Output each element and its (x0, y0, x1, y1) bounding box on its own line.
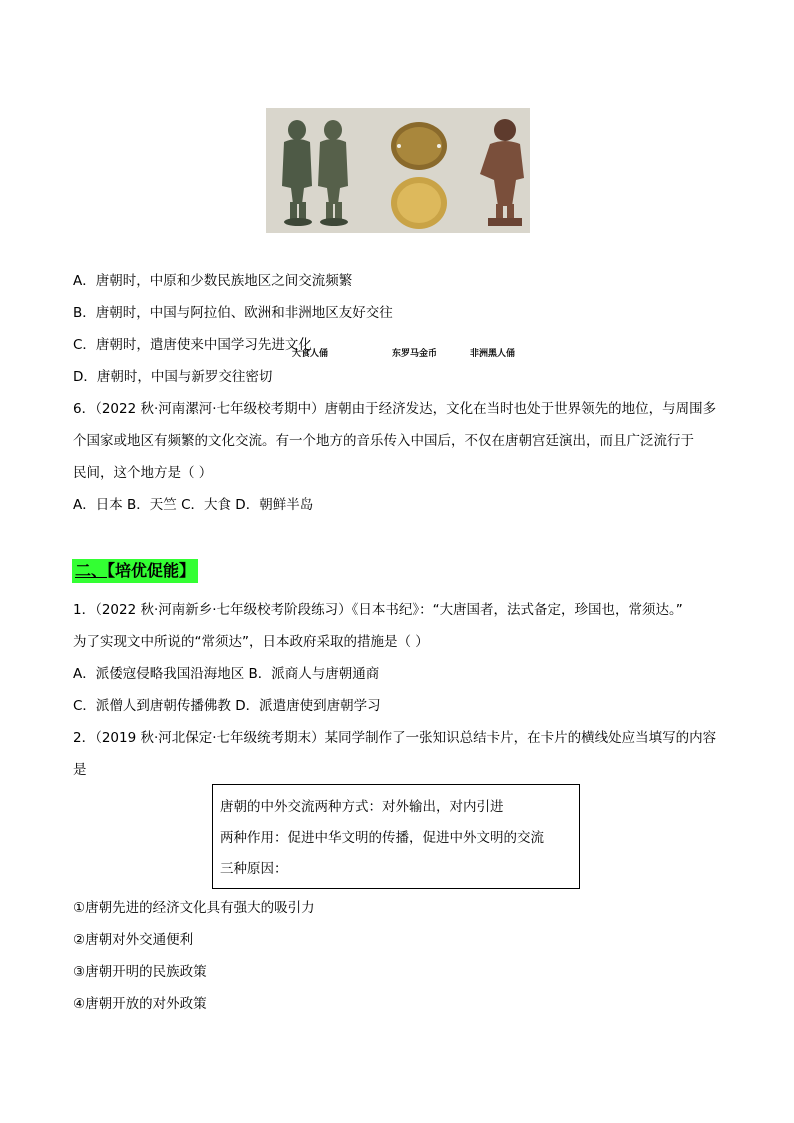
q6-stem-line-1: 6．（2022 秋·河南漯河·七年级校考期中）唐朝由于经济发达，文化在当时也处于世界领先的地位，与周围多 (73, 401, 717, 417)
knowledge-summary-card (212, 784, 580, 889)
q6-stem-line-3: 民间，这个地方是（ ） (73, 465, 213, 481)
card-line-1: 唐朝的中外交流两种方式：对外输出，对内引进 (220, 799, 504, 815)
q5-option-a: A．唐朝时，中原和少数民族地区之间交流频繁 (73, 273, 353, 289)
section-number: 二、 (75, 561, 108, 580)
p2-stem-line-1: 2．（2019 秋·河北保定·七年级统考期末）某同学制作了一张知识总结卡片，在卡片的横线处应当填写的内容 (73, 730, 717, 746)
p2-item-3: ③唐朝开明的民族政策 (73, 964, 207, 980)
caption-gold-coins: 东罗马金币 (392, 349, 438, 359)
p2-item-4: ④唐朝开放的对外政策 (73, 996, 207, 1012)
q6-stem-line-2: 个国家或地区有频繁的文化交流。有一个地方的音乐传入中国后，不仅在唐朝宫廷演出，而且广泛流行于 (73, 433, 694, 449)
artifacts-illustration (266, 108, 530, 258)
q5-option-b: B．唐朝时，中国与阿拉伯、欧洲和非洲地区友好交往 (73, 305, 393, 321)
card-line-2: 两种作用：促进中华文明的传播，促进中外文明的交流 (220, 830, 544, 846)
p2-item-2: ②唐朝对外交通便利 (73, 932, 194, 948)
p1-stem-line-2: 为了实现文中所说的“常须达”，日本政府采取的措施是（ ） (73, 634, 429, 650)
p1-options-row-1: A．派倭寇侵略我国沿海地区 B．派商人与唐朝通商 (73, 666, 380, 682)
q6-options: A．日本 B．天竺 C．大食 D．朝鲜半岛 (73, 497, 314, 513)
p1-options-row-2: C．派僧人到唐朝传播佛教 D．派遣唐使到唐朝学习 (73, 698, 381, 714)
q5-option-d: D．唐朝时，中国与新罗交往密切 (73, 369, 273, 385)
p1-stem-line-1: 1．（2022 秋·河南新乡·七年级校考阶段练习）《日本书纪》：“大唐国者，法式备定，珍国也，常须达。” (73, 602, 683, 618)
card-line-3: 三种原因： (220, 861, 288, 877)
p2-stem-line-2: 是 (73, 762, 87, 778)
artifacts-photo (266, 108, 530, 359)
caption-dashi-figurines: 大食人俑 (292, 349, 329, 359)
section-heading (72, 559, 198, 583)
q5-option-c: C．唐朝时，遣唐使来中国学习先进文化 (73, 337, 312, 353)
p2-item-1: ①唐朝先进的经济文化具有强大的吸引力 (73, 900, 315, 916)
section-title: 【培优促能】 (107, 561, 196, 580)
caption-african-figurine: 非洲黑人俑 (470, 349, 516, 359)
